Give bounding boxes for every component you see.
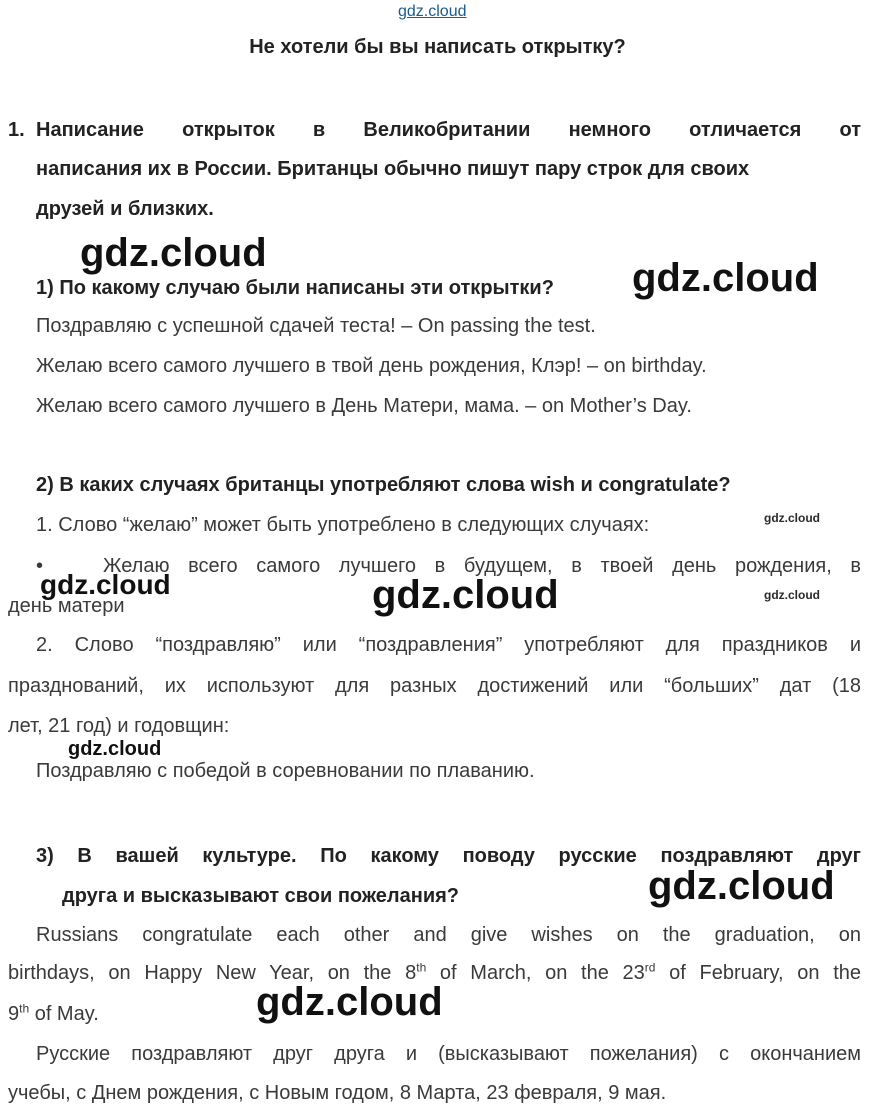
superscript: th	[19, 1001, 30, 1016]
task-number: 1.	[8, 119, 25, 141]
watermark: gdz.cloud	[80, 231, 267, 275]
question-1-answer: Желаю всего самого лучшего в День Матери, мама. – on Mother’s Day.	[36, 395, 692, 417]
question-2-example: Поздравляю с победой в соревновании по плаванию.	[36, 760, 535, 782]
question-2-bullet-line-2: день матери	[8, 595, 125, 617]
watermark: gdz.cloud	[764, 588, 820, 602]
question-2-paragraph-2-line-3: лет, 21 год) и годовщин:	[8, 715, 230, 737]
watermark: gdz.cloud	[256, 980, 443, 1024]
bullet: •	[36, 555, 44, 577]
watermark: gdz.cloud	[372, 573, 559, 617]
task-text-line-1: Написание открыток в Великобритании немного отличается от	[36, 119, 861, 141]
watermark: gdz.cloud	[40, 569, 171, 600]
page-title: Не хотели бы вы написать открытку?	[249, 36, 626, 58]
superscript: rd	[644, 960, 656, 975]
question-3-english-line-1: Russians congratulate each other and give wishes on the graduation, on	[36, 924, 861, 946]
text-run: of May.	[29, 1003, 99, 1025]
task-text-line-2: написания их в России. Британцы обычно пишут пару строк для своих	[36, 158, 750, 180]
watermark: gdz.cloud	[648, 864, 835, 908]
watermark-top[interactable]: gdz.cloud	[398, 3, 467, 20]
question-2-bullet-line-1: Желаю всего самого лучшего в будущем, в твоей день рождения, в	[103, 555, 861, 577]
text-run: 9	[8, 1003, 20, 1025]
superscript: th	[416, 960, 427, 975]
question-3-heading-line-2: друга и высказывают свои пожелания?	[62, 885, 460, 907]
question-3-english-line-3	[8, 1003, 99, 1026]
watermark: gdz.cloud	[632, 256, 819, 300]
question-3-russian-line-2: учебы, с Днем рождения, с Новым годом, 8 Марта, 23 февраля, 9 мая.	[8, 1082, 667, 1104]
watermark: gdz.cloud	[764, 511, 820, 525]
text-run: of March, on the 23	[426, 962, 645, 984]
text-run: of February, on the	[655, 962, 861, 984]
watermark: gdz.cloud	[68, 738, 162, 760]
question-2-paragraph-2-line-1: 2. Слово “поздравляю” или “поздравления” употребляют для праздников и	[36, 634, 861, 656]
question-2-paragraph-2-line-2: празднований, их используют для разных достижений или “больших” дат (18	[8, 675, 861, 697]
question-3-heading-line-1: 3) В вашей культуре. По какому поводу русские поздравляют друг	[36, 845, 861, 867]
question-2-heading: 2) В каких случаях британцы употребляют слова wish и congratulate?	[36, 474, 731, 496]
question-3-russian-line-1: Русские поздравляют друг друга и (высказывают пожелания) с окончанием	[36, 1043, 861, 1065]
question-1-answer: Поздравляю с успешной сдачей теста! – On passing the test.	[36, 315, 596, 337]
question-1-heading: 1) По какому случаю были написаны эти открытки?	[36, 277, 554, 299]
question-1-answer: Желаю всего самого лучшего в твой день рождения, Клэр! – on birthday.	[36, 355, 707, 377]
text-run: birthdays, on Happy New Year, on the 8	[8, 962, 417, 984]
task-text-line-3: друзей и близких.	[36, 198, 214, 220]
question-2-paragraph: 1. Слово “желаю” может быть употреблено в следующих случаях:	[36, 514, 650, 536]
